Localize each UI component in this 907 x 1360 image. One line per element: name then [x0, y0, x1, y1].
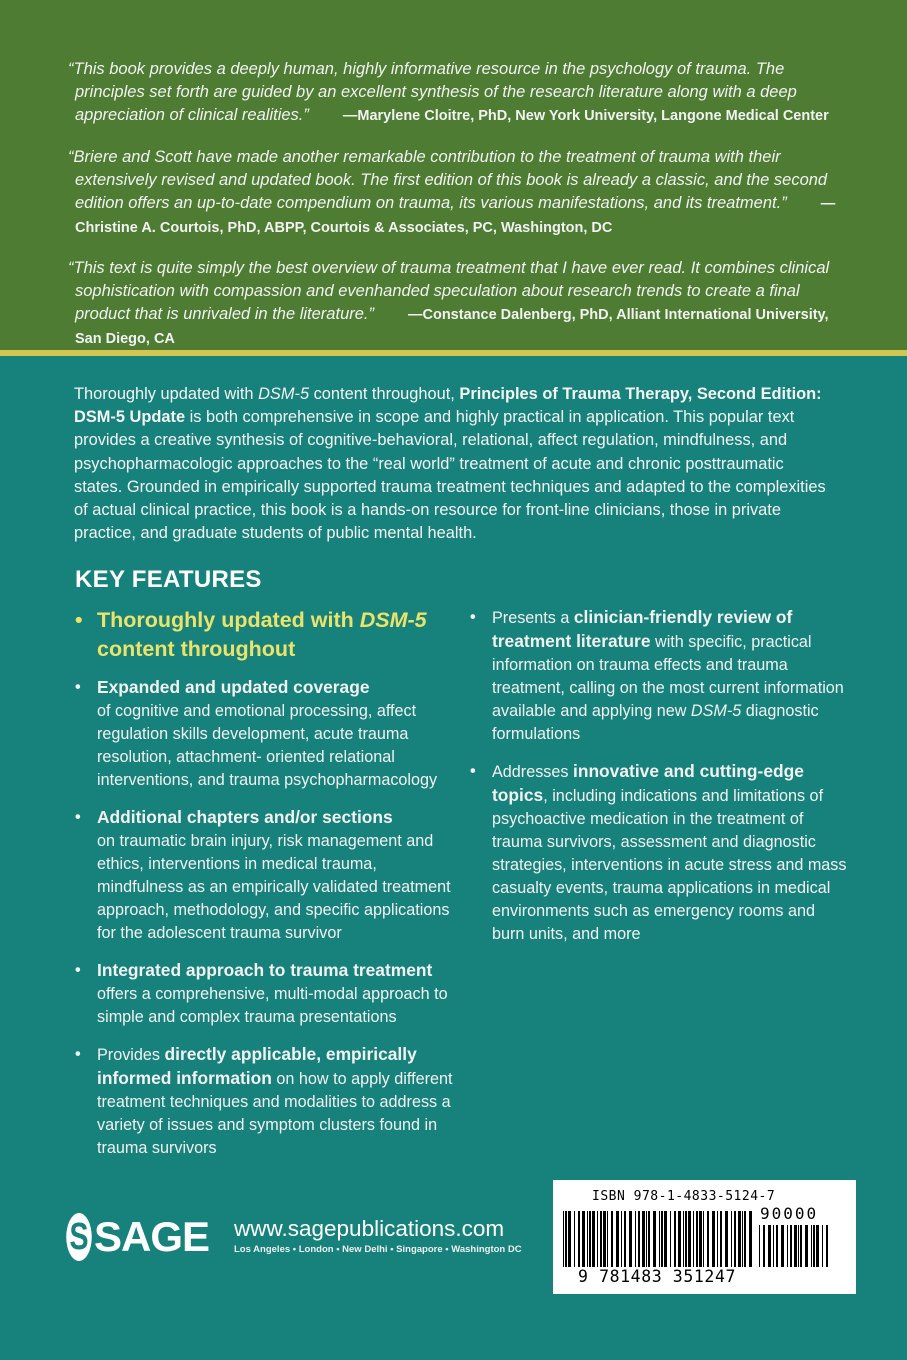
feature-text: Presents a — [492, 609, 574, 627]
barcode-bar — [773, 1225, 774, 1267]
barcode-bar — [734, 1211, 736, 1267]
feature-text: of cognitive and emotional processing, affect regulation skills development, acute trauma resolution, attachment- oriented relational interventions, and trauma psychopharmacology — [97, 702, 438, 789]
feature-text: Thoroughly updated with — [97, 608, 360, 632]
barcode-bar — [646, 1211, 647, 1267]
bullet-icon: • — [75, 608, 83, 632]
sage-logo-mark: S — [66, 1213, 92, 1261]
endorsement-quote-1 — [68, 58, 838, 128]
barcode-bar — [563, 1211, 564, 1267]
barcode-bar — [678, 1211, 681, 1267]
isbn-label: ISBN 978-1-4833-5124-7 — [592, 1189, 776, 1204]
barcode-bar — [635, 1211, 636, 1267]
barcode-bar — [822, 1225, 823, 1267]
feature-text: on how to apply different treatment techniques and modalities to address a variety of issues and symptom clusters found in trauma survivors — [97, 1070, 453, 1157]
barcode-bar — [749, 1211, 752, 1267]
feature-item — [75, 1043, 455, 1160]
barcode-bar — [759, 1225, 760, 1267]
book-description — [74, 383, 834, 545]
feature-bold: Expanded and updated coverage — [97, 677, 370, 697]
barcode-bar — [587, 1211, 588, 1267]
barcode-bar — [565, 1211, 567, 1267]
publisher-cities: Los Angeles • London • New Delhi • Singapore • Washington DC — [234, 1244, 522, 1255]
barcode-bar — [611, 1211, 613, 1267]
barcode-bar — [699, 1211, 702, 1267]
sage-logo-text: SAGE — [94, 1213, 210, 1260]
feature-text: , including indications and limitations of psychoactive medication in the treatment of trauma survivors, assessment and diagnostic strategies, interventions in acute stress and mass casualty events, trauma applications in medical environments such as emergency rooms and burn units, and more — [492, 787, 847, 943]
barcode-bar — [805, 1225, 808, 1267]
isbn-digits: 9 781483 351247 — [578, 1267, 737, 1286]
feature-text: offers a comprehensive, multi-modal approach to simple and complex trauma presentations — [97, 985, 448, 1026]
barcode-bar — [763, 1225, 765, 1267]
barcode-bar — [826, 1225, 828, 1267]
quote-attribution: —Christine A. Courtois, PhD, ABPP, Courtois & Associates, PC, Washington, DC — [75, 196, 836, 236]
sage-logo — [62, 1212, 209, 1262]
features-right-column — [470, 606, 850, 960]
endorsement-quote-2 — [68, 146, 838, 240]
bullet-icon: • — [75, 678, 81, 696]
feature-item — [75, 606, 455, 664]
barcode-bar — [597, 1211, 598, 1267]
barcode-bar — [787, 1225, 788, 1267]
bullet-icon: • — [470, 608, 476, 626]
barcode-bar — [683, 1211, 684, 1267]
barcode-bar — [688, 1211, 691, 1267]
intro-text: is both comprehensive in scope and highly practical in application. This popular text provides a creative synthesis of cognitive-behavioral, relational, affect regulation, mindfulness, and psychopharmacologic approaches to the “real world” treatment of acute and chronic posttraumatic states. Grounded in empirically supported trauma treatment techniques and adapted to the complexities of actual clinical practice, this book is a hands-on resource for front-line clinicians, those in private practice, and graduate students of public mental health. — [74, 408, 826, 543]
bullet-icon: • — [75, 1045, 81, 1063]
barcode-bar — [603, 1211, 606, 1267]
barcode-bar — [813, 1225, 815, 1267]
barcode-bar — [703, 1211, 704, 1267]
barcode-bar — [717, 1211, 718, 1267]
barcode-bar — [653, 1211, 656, 1267]
quote-attribution: —Constance Dalenberg, PhD, Alliant International University, San Diego, CA — [75, 307, 829, 347]
feature-text: Provides — [97, 1046, 165, 1064]
feature-text: content throughout — [97, 637, 296, 661]
feature-item — [470, 606, 850, 746]
barcode-bar — [661, 1211, 663, 1267]
barcode-bar — [592, 1211, 595, 1267]
barcode-bar — [738, 1211, 741, 1267]
intro-text: Thoroughly updated with — [74, 385, 259, 403]
barcode-bar — [674, 1211, 676, 1267]
book-title: Principles of Trauma Therapy, Second Edition: DSM-5 Update — [74, 385, 822, 427]
feature-item — [75, 676, 455, 792]
feature-bold: Additional chapters and/or sections — [97, 807, 393, 827]
barcode-bar — [648, 1211, 650, 1267]
barcode-bar — [616, 1211, 619, 1267]
barcode-bar — [794, 1225, 797, 1267]
barcode-bar — [798, 1225, 799, 1267]
barcode-bar — [659, 1211, 660, 1267]
bullet-icon: • — [470, 762, 476, 780]
barcode-bar — [768, 1225, 771, 1267]
barcode-bar — [664, 1211, 667, 1267]
barcode-bar — [776, 1225, 778, 1267]
endorsement-quote-3 — [68, 257, 838, 351]
barcode-bar — [642, 1211, 645, 1267]
barcode-bar — [578, 1211, 580, 1267]
bullet-icon: • — [75, 961, 81, 979]
barcode-addon-icon — [759, 1225, 831, 1267]
barcode-bar — [582, 1211, 585, 1267]
feature-italic: DSM-5 — [359, 608, 427, 632]
barcode-bar — [725, 1211, 728, 1267]
feature-item — [75, 806, 455, 945]
feature-item — [470, 760, 850, 946]
barcode-bar — [670, 1211, 671, 1267]
barcode-bar — [816, 1225, 819, 1267]
publisher-website: www.sagepublications.com — [234, 1216, 505, 1241]
intro-text: content throughout, — [309, 385, 460, 403]
barcode-icon — [563, 1211, 753, 1267]
feature-text: diagnostic formulations — [492, 702, 819, 743]
feature-bold: innovative and cutting-edge topics — [492, 761, 804, 805]
quote-attribution: —Marylene Cloitre, PhD, New York University, Langone Medical Center — [342, 108, 829, 124]
barcode-bar — [744, 1211, 746, 1267]
barcode-bar — [696, 1211, 698, 1267]
barcode-bar — [712, 1211, 715, 1267]
intro-dsm: DSM-5 — [258, 385, 310, 403]
quote-text: “Briere and Scott have made another remarkable contribution to the treatment of trauma with their extensively revised and updated book. The first edition of this book is already a classic, and the second edition offers an up-to-date compendium on trauma, its various manifestations, and its treatment.” — [68, 148, 828, 212]
feature-bold: Integrated approach to trauma treatment — [97, 960, 433, 980]
barcode-bar — [574, 1211, 575, 1267]
barcode-bar — [624, 1211, 626, 1267]
barcode-bar — [638, 1211, 640, 1267]
barcode-bar — [707, 1211, 709, 1267]
barcode-bar — [568, 1211, 571, 1267]
price-code: 90000 — [760, 1204, 819, 1223]
feature-bold: clinician-friendly review of treatment literature — [492, 607, 793, 651]
bullet-icon: • — [75, 808, 81, 826]
barcode-bar — [629, 1211, 632, 1267]
barcode-bar — [720, 1211, 722, 1267]
barcode-bar — [600, 1211, 602, 1267]
barcode-bar — [685, 1211, 687, 1267]
barcode-bar — [790, 1225, 792, 1267]
barcode-bar — [693, 1211, 694, 1267]
feature-italic: DSM-5 — [690, 702, 742, 720]
key-features-heading: KEY FEATURES — [75, 566, 262, 593]
barcode-bar — [621, 1211, 622, 1267]
barcode-bar — [800, 1225, 802, 1267]
feature-text: Addresses — [492, 763, 573, 781]
feature-text: on traumatic brain injury, risk management and ethics, interventions in medical trauma, mindfulness as an empirically validated treatment approach, methodology, and specific applications for the adolescent trauma survivor — [97, 832, 451, 942]
quote-text: “This text is quite simply the best overview of trauma treatment that I have ever read. It combines clinical sophistication with compassion and evenhanded speculation about research trends to create a final product that is unrivaled in the literature.” — [68, 259, 830, 323]
feature-bold: directly applicable, empirically informed information — [97, 1044, 417, 1088]
barcode-bar — [811, 1225, 812, 1267]
quote-text: “This book provides a deeply human, highly informative resource in the psychology of trauma. The principles set forth are guided by an excellent synthesis of the research literature along with a deep appreciation of clinical realities.” — [68, 60, 797, 124]
feature-item — [75, 959, 455, 1029]
barcode-bar — [742, 1211, 743, 1267]
feature-text: with specific, practical information on trauma effects and trauma treatment, calling on the most current information available and applying new — [492, 633, 844, 720]
features-left-column — [75, 606, 455, 1174]
barcode-bar — [731, 1211, 732, 1267]
barcode-bar — [589, 1211, 591, 1267]
barcode-bar — [607, 1211, 608, 1267]
barcode-bar — [781, 1225, 784, 1267]
